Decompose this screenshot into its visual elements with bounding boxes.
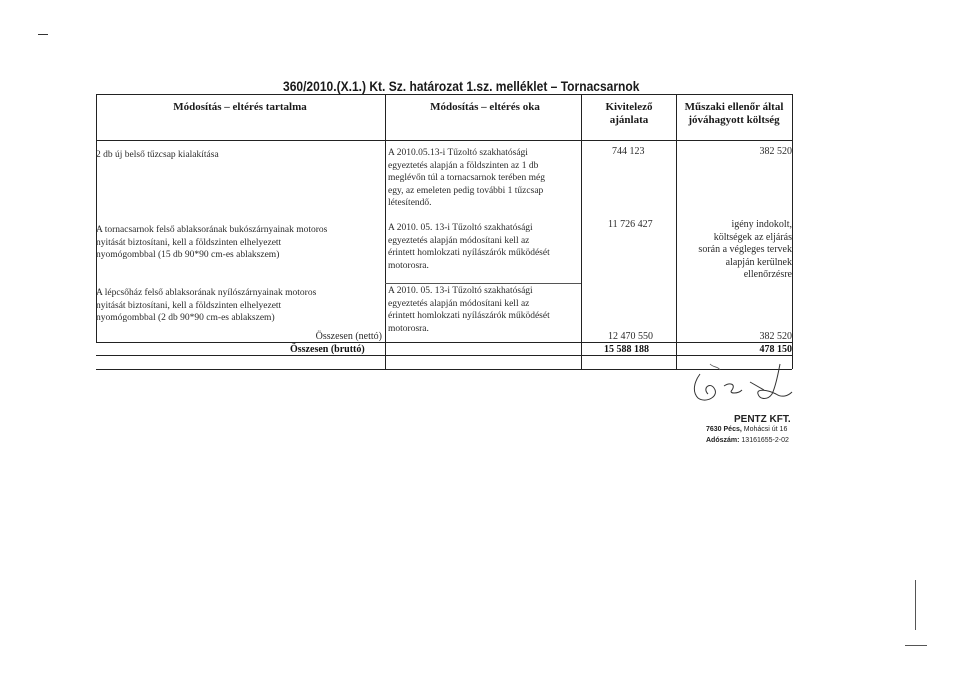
row1-approved-amount: 382 520	[759, 146, 792, 157]
col-border-1	[385, 94, 386, 369]
row3-content: A lépcsőház felső ablaksorának nyílószárnyainak motoros nyitását biztosítani, kell a földszinten elhelyezett nyomógombbal (2 db 90*90 cm-es ablakszem)	[96, 288, 317, 323]
row3-divider	[385, 283, 581, 284]
page-title: 360/2010.(X.1.) Kt. Sz. határozat 1.sz. melléklet – Tornacsarnok	[283, 78, 640, 94]
row2-approved-note: igény indokolt, költségek az eljárás során a végleges tervek alapján kerülnek ellenőrzésre	[698, 219, 792, 280]
row1-content: 2 db új belső tűzcsap kialakítása	[96, 150, 219, 160]
gross-total-approved: 478 150	[759, 344, 792, 355]
net-total-top-border	[96, 342, 792, 343]
row2-reason: A 2010. 05. 13-i Tűzoltó szakhatósági egyeztetés alapján módosítani kell az érintett homlokzati nyílászárók működését motorosra.	[388, 223, 550, 271]
row1-contractor-amount: 744 123	[612, 146, 645, 157]
stamp-tax: Adószám: 13161655-2-02	[706, 437, 789, 444]
row3-reason: A 2010. 05. 13-i Tűzoltó szakhatósági egyeztetés alapján módosítani kell az érintett homlokzati nyílászárók működését motorosra.	[388, 286, 550, 334]
header-bottom-border	[96, 140, 792, 141]
gross-total-contractor: 15 588 188	[604, 344, 649, 355]
stamp-company: PENTZ KFT.	[734, 414, 791, 425]
row1-reason: A 2010.05.13-i Tűzoltó szakhatósági egyeztetés alapján a földszinten az 1 db meglévőn túl a tornacsarnok terében még egy, az emeleten pedig további 1 tűzcsap létesítendő.	[388, 148, 545, 208]
corner-mark	[38, 34, 48, 35]
gross-total-top-border	[96, 355, 792, 356]
net-total-label: Összesen (nettó)	[315, 331, 382, 342]
header-contractor: Kivitelező ajánlata	[605, 101, 653, 126]
table-top-border	[96, 94, 792, 95]
scan-bottom-mark	[905, 645, 927, 646]
col-border-2	[581, 94, 582, 369]
net-total-approved: 382 520	[759, 331, 792, 342]
header-approved: Műszaki ellenőr által jóváhagyott költség	[684, 101, 784, 126]
header-reason: Módosítás – eltérés oka	[430, 101, 540, 113]
scan-edge-mark	[915, 580, 916, 630]
signature	[680, 360, 800, 410]
header-content: Módosítás – eltérés tartalma	[173, 101, 307, 113]
row2-content: A tornacsarnok felső ablaksorának bukószárnyainak motoros nyitását biztosítani, kell a földszinten elhelyezett nyomógombbal (15 db 90*90 cm-es ablakszem)	[96, 225, 328, 260]
stamp-address: 7630 Pécs, Mohácsi út 16	[706, 426, 788, 433]
net-total-contractor: 12 470 550	[608, 331, 653, 342]
col-border-3	[676, 94, 677, 369]
gross-total-label: Összesen (bruttó)	[290, 344, 365, 355]
row2-contractor-amount: 11 726 427	[608, 219, 653, 230]
col-border-right	[792, 94, 793, 369]
